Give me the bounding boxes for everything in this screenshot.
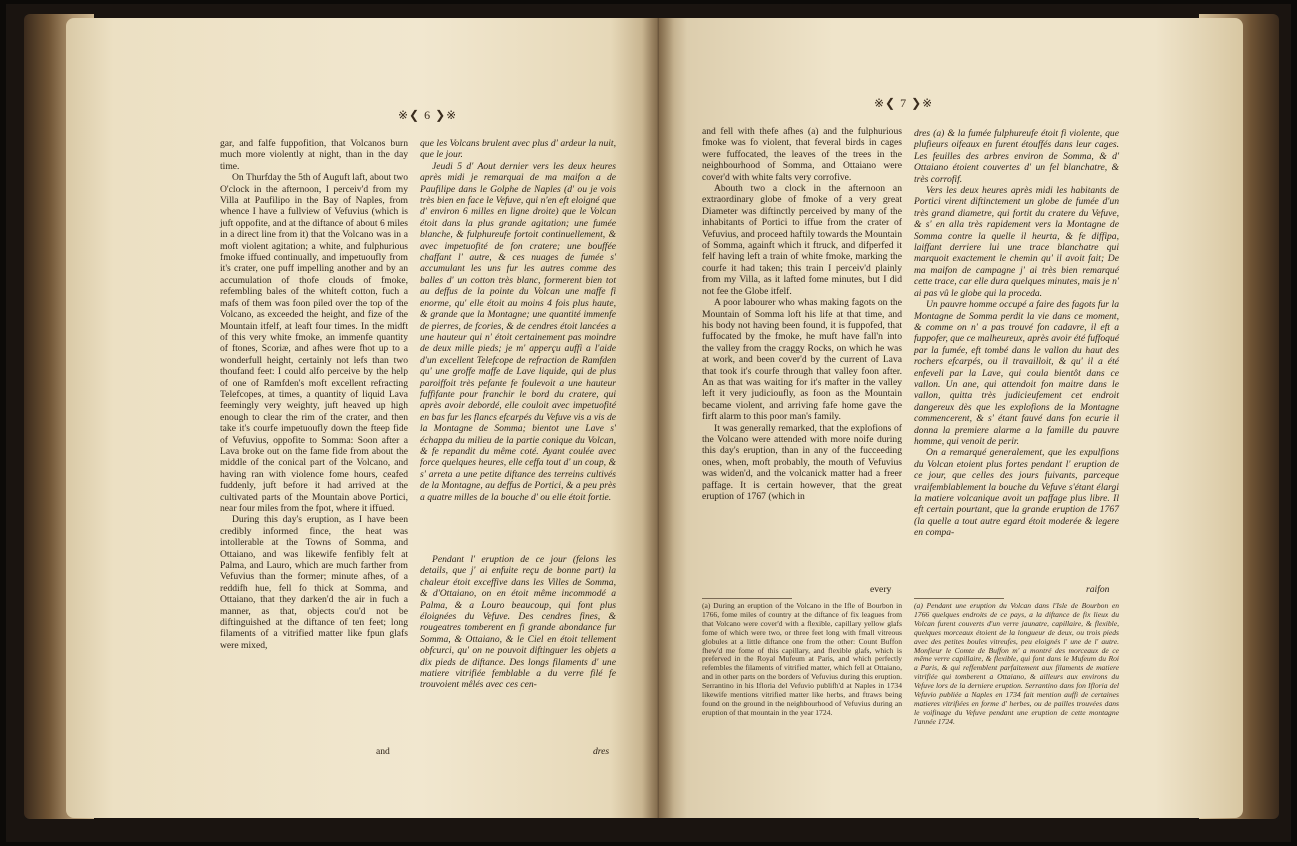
footnote-rule — [702, 598, 792, 599]
paragraph: and fell with thefe afhes (a) and the fulphurious fmoke was fo violent, that feveral birds in cages were fuffocated, the leaves of the trees in the neighbourhood of Somma, and Ottaiano were cover'd with white falts very corrofive. — [702, 126, 902, 183]
ornament-left-icon: ※❮ — [874, 96, 901, 110]
right-page — [658, 18, 1243, 818]
ornament-right-icon: ❯※ — [907, 96, 934, 110]
right-english-column — [702, 126, 902, 582]
paragraph: gar, and falfe fuppofition, that Volcanos burn much more violently at night, than in the day time. — [220, 138, 408, 172]
book-gutter — [642, 18, 674, 818]
right-english-footnote: (a) During an eruption of the Volcano in the Ifle of Bourbon in 1766, fome miles of country at the diftance of fix leagues from that Volcano were cover'd with a flexible, capillary yellow glafs fome of which were two, or three feet long with fmall vitreous globules at a little diftance one from the other: Count Buffon fhew'd me fome of this capillary, and flexible glafs, which is preferved in the Royal Mufeum at Paris, and which perfectly refembles the filaments of vitrified matter, which fell at Ottaiano, and in other parts on the borders of Vefuvius during this eruption. Serrantino in his Ifloria del Vefuvio publifh'd at Naples in 1734 likewife mentions vitrified matter like herbs, and ftraws being found on the ground in the neighbourhood of Vefuvius during an eruption of that mountain in the year 1724. — [702, 601, 902, 717]
paragraph: dres (a) & la fumée fulphureufe étoit fi violente, que plufieurs oifeaux en furent étouffés dans leur cages. Les feuilles des arbres environ de Somma, & d' Ottaiano étoient couvertes d' un fel blanchatre, & très corrofif. — [914, 128, 1119, 185]
left-french-column-lower — [420, 554, 616, 740]
paragraph: A poor labourer who whas making fagots on the Mountain of Somma loft his life at that time, and his body not having been found, it is fuppofed, that fuffocated by the fmoke, he muft have fall'n into the valley from the craggy Rocks, on which he was at work, and been cover'd by the current of Lava that took it's courfe through that valley foon after. An as that was waiting for it's mafter in the valley left it very judicioufly, as foon as the Mountain became violent, and arriving fafe home gave the firft alarm to this poor man's family. — [702, 297, 902, 423]
left-french-column-upper — [420, 138, 616, 560]
paragraph: Vers les deux heures après midi les habitants de Portici virent diftinctement un globe de fumée d'un très grand diametre, qui fortit du cratere du Vefuve, & s' en alla très rapidement vers la Montagne de Somma contre la quelle il heurta, & fe diffipa, laiffant derriere lui une trace blanchatre qui marquoit exactement le chemin qu' il avoit fait; De ma maifon de campagne j' ai très bien remarqué cette trace, car elle dura quelques minutes, mais je n' ai pas vû le globe qui la proceda. — [914, 185, 1119, 299]
paragraph: It was generally remarked, that the explofions of the Volcano were attended with more noife during this day's eruption, than in any of the fucceeding ones, when, moft probably, the mouth of Vefuvius was widen'd, and the volcanick matter had a freer paffage. It is certain however, that the great eruption of 1767 (which in — [702, 422, 902, 502]
right-french-column — [914, 128, 1119, 584]
paragraph: Pendant l' eruption de ce jour (felons les details, que j' ai enfuite reçu de bonne part) la chaleur étoit exceffive dans les Villes de Somma, & d'Ottaiano, on en étoit même incommodé a Palma, & a Louro beaucoup, qui font plus éloignées du Vefuve. Des cendres fines, & rougeatres tomberent en fi grande abondance fur Somma, & Ottaiano, & le Ciel en étoit tellement obfcurci, qu' on ne pouvoit diftinguer les objets a dix pieds de diftance. Des longs filaments d' une matiere vitrifiée femblable a du verre filé fe trouvoient mêlés avec ces cen- — [420, 554, 616, 691]
paragraph: Abouth two a clock in the afternoon an extraordinary globe of fmoke of a very great Diameter was diftinctly perceived by many of the inhabitants of Portici to iffue from the crater of Vefuvius, and proceed haftily towards the Mountain of Somma, againft which it ftruck, and difperfed it felf having left a train of white fmoke, marking the courfe it had taken; this train I perceiv'd plainly from my Villa, as it lafted fome minutes, but I did not fee the Globe itfelf. — [702, 183, 902, 297]
paragraph: On Thurfday the 5th of Auguft laft, about two O'clock in the afternoon, I perceiv'd from my Villa at Paufilipo in the Bay of Naples, from whence I have a fullview of Vefuvius (which is juft oppofite, and at the diftance of about 6 miles in a direct line from it) that the Volcano was in a moft violent agitation; a white, and fulphurious fmoke iffued continually, and impetuoufly from it's crater, one puff impelling another and by an accumulation of thofe clouds of fmoke, refembling bales of the whiteft cotton, fuch a mafs of them was foon piled over the top of the Volcano, as exceeded the height, and fize of the Mountain itfelf, at leaft four times. In the midft of this very white fmoke, an immenfe quantity of ftones, Scoriæ, and afhes were fhot up to a wonderfull height, certainly not lefs than two thoufand feet: I could alfo perceive by the help of one of Ramfden's moft excellent refracting Telefcopes, at times, a quantity of liquid Lava feemingly very weighty, juft heaved up high enough to clear the rim of the crater, and then take it's courfe impetuoufly down the fteep fide of Vefuvius, oppofite to Somma: Soon after a Lava broke out on the fame fide from about the middle of the conical part of the Volcano, and having ran with violence fome hours, ceafed fuddenly, juft before it had arrived at the cultivated parts of the Mountain above Portici, near four miles from the fpot, where it iffued. — [220, 172, 408, 514]
left-english-catchword: and — [376, 746, 390, 757]
left-page-number: ※❮ 6 ❯※ — [398, 108, 458, 122]
left-english-column — [220, 138, 408, 740]
paragraph: que les Volcans brulent avec plus d' ardeur la nuit, que le jour. — [420, 138, 616, 161]
book — [6, 4, 1291, 842]
right-english-catchword: every — [870, 584, 892, 595]
paragraph: On a remarqué generalement, que les expulfions du Volcan etoient plus fortes pendant l' eruption de ce jour, que celles des jours fuivants, parceque vraifemblablement la bouche du Vefuve s'étant élargi la matiere volcanique avoit un paffage plus libre. Il eft certain pourtant, que la grande eruption de 1767 (la quelle a tout autre egard étoit moderée & legere en compa- — [914, 447, 1119, 539]
right-french-catchword: raifon — [1086, 584, 1110, 595]
ornament-left-icon: ※❮ — [398, 108, 425, 122]
paragraph: Jeudi 5 d' Aout dernier vers les deux heures après midi je remarquai de ma maifon a de Paufilipe dans le Golphe de Naples (d' ou je vois très bien en face le Vefuve, qui n'en eft eloigné que d' environ 6 milles en ligne droite) que le Volcan étoit dans la plus grande agitation; une fumée blanche, & fulphureufe fortoit continuellement, & avec impetuofité de fon cratere; une bouffée chaffant l' autre, & ces nuages de fumée s' accumulant les uns fur les autres comme des balles d' un cotton très blanc, formerent bien tot au deffus de la pointe du Volcan une maffe fi enorme, qu' elle étoit au moins 4 fois plus haute, & grande que la Montagne; une quantité immenfe de pierres, de fcories, & de cendres étoit lancées a une hauteur qui n' étoit certainement pas moindre de deux mille pieds; je m' apperçu auffi a l'aide d'un excellent Telefcope de refraction de Ramfden qu' une groffe maffe de Lave liquide, qui de plus paroiffoit très pefante fe foulevoit a une hauteur fuffifante pour franchir le bord du cratere, qui après avoir debordé, elle couloit avec impetuofité en bas fur les flancs efcarpés du Vefuve vis a vis de la Montagne de Somma; bientot une Lave s' échappa du milieu de la partie conique du Volcan, & fe repandit du même coté. Ayant coulée avec force quelques heures, elle ceffa tout d' un coup, & s' arreta a une petite diftance des terreins cultivés de la Montagne, au deffus de Portici, & a peu près a quatre milles de la bouche d' ou elle étoit fortie. — [420, 160, 616, 503]
ornament-right-icon: ❯※ — [431, 108, 458, 122]
paragraph: During this day's eruption, as I have been credibly informed fince, the heat was intollerable at the Towns of Somma, and Ottaiano, and was likewife fenfibly felt at Palma, and Lauro, which are much farther from Vefuvius than the former; minute afhes, of a reddifh hue, fell fo thick at Somma, and Ottaiano, that they darken'd the air in fuch a manner, as that, objects cou'd not be diftinguished at the diftance of ten feet; long filaments of a vitrified matter like fpun glafs were mixed, — [220, 514, 408, 651]
left-page — [66, 18, 658, 818]
footnote-rule — [914, 598, 1004, 599]
left-french-catchword: dres — [593, 746, 610, 757]
right-french-footnote: (a) Pendant une eruption du Volcan dans l'Isle de Bourbon en 1766 quelques endroits de ce pays, a la diftance de fix lieux du Volcan furent couverts d'un verre jaunatre, capillaire, & flexible, quelques morceaux étoient de la longueur de deux, ou trois pieds avec des petites boules vitreufes, peu eloignés l' une de l' autre. Monfieur le Comte de Buffon m' a montré des morceaux de ce même verre capillaire, & flexible, qui font dans le Mufeum du Roi a Paris, & qui reffemblent parfaitement aux filaments de matiere vitrifiée qui tomberent a Ottaiano, & ailleurs aux environs du Vefuve lors de la derniere eruption. Serrantino dans fon Ifloria del Vefuvio publiée a Naples en 1734 fait mention auffi de certaines matieres vitrifiées en forme d' herbes, ou de pailles trouvées dans le voifinage du Vefuve pendant une eruption de cette montagne l'année 1724. — [914, 601, 1119, 726]
right-page-number: ※❮ 7 ❯※ — [874, 96, 934, 110]
paragraph: Un pauvre homme occupé a faire des fagots fur la Montagne de Somma perdit la vie dans ce moment, & comme on n' a pas trouvé fon cadavre, il eft a fuppofer, que ce malheureux, après avoir été fuffoqué par la fumée, eft tombé dans le vallon du haut des rochers efcarpés, ou il travailloit, & qu' il a été enfeveli par la Lave, qui coula bientôt dans ce vallon. Un ane, qui attendoit fon maitre dans le vallon, quitta très judicieufement cet endroit dangereux dès que les explofions de la Montagne commencerent, & s' étant fauvé dans fon ecurie il donna la premiere alarme a la famille du pauvre homme, qui venoit de perir. — [914, 299, 1119, 447]
